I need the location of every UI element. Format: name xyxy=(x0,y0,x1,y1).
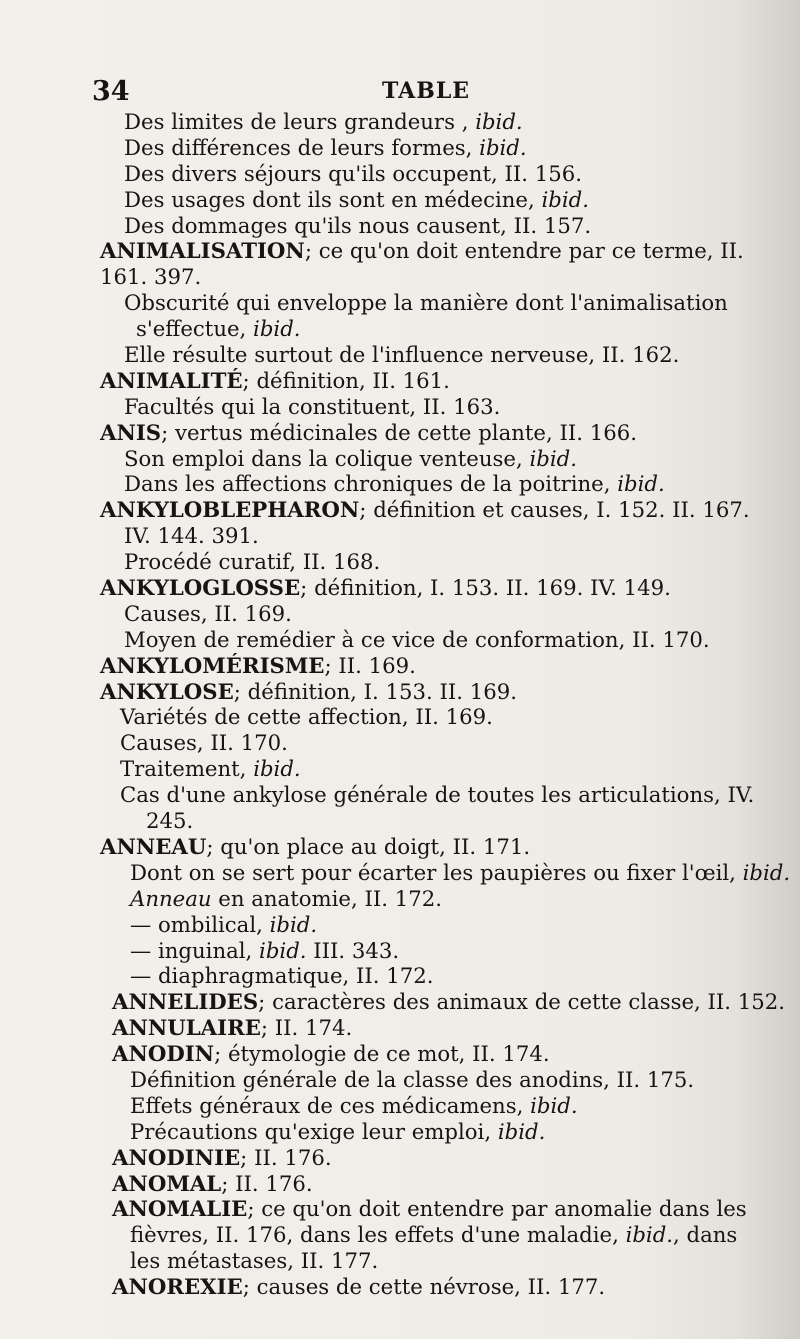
entry-headword: ANNEAU xyxy=(100,834,207,860)
entry-text: Des usages dont ils sont en médecine, xyxy=(124,187,542,213)
entry-headword: ANIMALITÉ xyxy=(100,368,243,394)
entry-text: , dans xyxy=(673,1223,738,1249)
index-line xyxy=(0,576,800,602)
entry-text: ; définition et causes, I. 152. II. 167. xyxy=(359,498,750,524)
entry-text: Des divers séjours qu'ils occupent, II. 156. xyxy=(124,161,582,187)
index-line xyxy=(0,1042,800,1068)
entry-text: ; causes de cette névrose, II. 177. xyxy=(242,1275,606,1301)
italic-reference: ibid. xyxy=(253,757,301,783)
index-line xyxy=(0,1094,800,1120)
entry-headword: ANODIN xyxy=(112,1042,215,1068)
entry-text: Son emploi dans la colique venteuse, xyxy=(124,446,530,472)
entry-text: ; ce qu'on doit entendre par ce terme, II. xyxy=(304,239,744,265)
entry-text: Des différences de leurs formes, xyxy=(124,135,480,161)
index-line xyxy=(0,757,800,783)
entry-headword: ANOMAL xyxy=(112,1171,222,1197)
entry-headword: ANKYLOMÉRISME xyxy=(100,653,325,679)
page-header xyxy=(0,76,800,112)
entry-text: Elle résulte surtout de l'influence nerveuse, II. 162. xyxy=(124,343,680,369)
italic-reference: ibid. xyxy=(259,938,307,964)
entry-text: Des dommages qu'ils nous causent, II. 157. xyxy=(124,213,592,239)
entry-text: en anatomie, II. 172. xyxy=(211,886,442,912)
entry-text: — diaphragmatique, II. 172. xyxy=(130,964,434,990)
entry-text: ; étymologie de ce mot, II. 174. xyxy=(214,1042,550,1068)
italic-reference: ibid. xyxy=(269,912,318,938)
entry-text: ; vertus médicinales de cette plante, II. 166. xyxy=(161,420,637,446)
italic-reference: ibid. xyxy=(479,135,527,161)
index-line xyxy=(0,990,800,1016)
index-line xyxy=(0,421,800,447)
entry-headword: ANNELIDES xyxy=(112,990,259,1016)
entry-text: Cas d'une ankylose générale de toutes les articulations, IV. xyxy=(120,783,755,809)
index-line xyxy=(0,110,800,136)
entry-text: Obscurité qui enveloppe la manière dont l'animalisation xyxy=(124,291,728,317)
index-line xyxy=(0,395,800,421)
entry-text: les métastases, II. 177. xyxy=(130,1249,379,1275)
index-line xyxy=(0,1223,800,1249)
index-line xyxy=(0,602,800,628)
index-line xyxy=(0,1120,800,1146)
index-line xyxy=(0,1197,800,1223)
entry-text: ; définition, II. 161. xyxy=(242,368,450,394)
entry-text: Traitement, xyxy=(120,757,254,783)
entry-text: Variétés de cette affection, II. 169. xyxy=(120,705,493,731)
italic-reference: ibid. xyxy=(529,446,577,472)
index-line xyxy=(0,447,800,473)
entry-text: Définition générale de la classe des anodins, II. 175. xyxy=(130,1067,695,1093)
italic-reference: ibid. xyxy=(253,317,301,343)
entry-text: 161. 397. xyxy=(100,265,202,291)
entry-text: ; II. 169. xyxy=(324,653,416,679)
entry-text: Dont on se sert pour écarter les paupières ou fixer l'œil, xyxy=(130,860,743,886)
index-line xyxy=(0,550,800,576)
entry-text: ; qu'on place au doigt, II. 171. xyxy=(206,834,531,860)
index-line xyxy=(0,861,800,887)
entry-text: — ombilical, xyxy=(130,912,270,938)
italic-reference: ibid. xyxy=(497,1119,546,1145)
index-line xyxy=(0,731,800,757)
entry-text: Causes, II. 170. xyxy=(120,731,288,757)
entry-text: s'effectue, xyxy=(136,317,254,343)
index-line xyxy=(0,265,800,291)
entry-headword: ANKYLOGLOSSE xyxy=(100,576,301,602)
page-title: TABLE xyxy=(382,78,471,104)
index-line xyxy=(0,136,800,162)
index-line xyxy=(0,887,800,913)
index-line xyxy=(0,913,800,939)
index-line xyxy=(0,939,800,965)
entry-headword: ANIMALISATION xyxy=(100,239,305,265)
entry-text: — inguinal, xyxy=(130,938,260,964)
index-line xyxy=(0,1146,800,1172)
index-line xyxy=(0,835,800,861)
entry-headword: ANIS xyxy=(100,420,162,446)
entry-headword: ANKYLOSE xyxy=(100,679,234,705)
index-line xyxy=(0,369,800,395)
page-number: 34 xyxy=(92,76,130,107)
entry-text: Effets généraux de ces médicamens, xyxy=(130,1093,531,1119)
entry-text: ; ce qu'on doit entendre par anomalie dans les xyxy=(247,1197,747,1223)
entry-headword: ANKYLOBLEPHARON xyxy=(100,498,360,524)
entry-headword: ANOMALIE xyxy=(112,1197,248,1223)
entry-text: ; définition, I. 153. II. 169. xyxy=(233,679,518,705)
index-line xyxy=(0,162,800,188)
entry-text: ; caractères des animaux de cette classe, II. 152. xyxy=(258,990,786,1016)
italic-reference: ibid. xyxy=(541,187,589,213)
index-line xyxy=(0,524,800,550)
index-line xyxy=(0,654,800,680)
entry-text: Procédé curatif, II. 168. xyxy=(124,550,381,576)
entry-headword: ANNULAIRE xyxy=(112,1016,261,1042)
index-line xyxy=(0,1249,800,1275)
entry-text: Des limites de leurs grandeurs , xyxy=(124,110,476,135)
entry-text: 245. xyxy=(146,809,194,835)
italic-reference: ibid. xyxy=(475,110,523,135)
italic-reference: Anneau xyxy=(130,886,212,912)
entry-text: ; II. 174. xyxy=(260,1016,353,1042)
entry-text: Dans les affections chroniques de la poitrine, xyxy=(124,472,618,498)
index-line xyxy=(0,472,800,498)
entry-text: ; définition, I. 153. II. 169. IV. 149. xyxy=(300,576,671,602)
italic-reference: ibid. xyxy=(530,1093,578,1119)
entry-text: Précautions qu'exige leur emploi, xyxy=(130,1119,498,1145)
entry-headword: ANOREXIE xyxy=(112,1275,243,1301)
index-line xyxy=(0,1275,800,1301)
index-line xyxy=(0,239,800,265)
index-line xyxy=(0,343,800,369)
index-line xyxy=(0,317,800,343)
index-line xyxy=(0,809,800,835)
index-line xyxy=(0,188,800,214)
entry-text: Moyen de remédier à ce vice de conformation, II. 170. xyxy=(124,627,710,653)
entry-text: Facultés qui la constituent, II. 163. xyxy=(124,394,501,420)
index-line xyxy=(0,1172,800,1198)
italic-reference: ibid. xyxy=(625,1223,674,1249)
index-line xyxy=(0,705,800,731)
italic-reference: ibid. xyxy=(617,472,665,498)
entry-text: ; II. 176. xyxy=(221,1171,313,1197)
index-line xyxy=(0,680,800,706)
entry-text: Causes, II. 169. xyxy=(124,601,292,627)
entry-text: IV. 144. 391. xyxy=(124,524,259,550)
entry-text: fièvres, II. 176, dans les effets d'une maladie, xyxy=(130,1223,626,1249)
entry-text: III. 343. xyxy=(306,938,400,964)
index-line xyxy=(0,783,800,809)
index-line xyxy=(0,628,800,654)
index-entries xyxy=(0,110,800,1301)
index-line xyxy=(0,1068,800,1094)
index-line xyxy=(0,291,800,317)
index-line xyxy=(0,964,800,990)
italic-reference: ibid. xyxy=(742,860,791,886)
index-line xyxy=(0,214,800,240)
index-line xyxy=(0,498,800,524)
entry-text: ; II. 176. xyxy=(240,1145,332,1171)
entry-headword: ANODINIE xyxy=(112,1145,241,1171)
index-line xyxy=(0,1016,800,1042)
